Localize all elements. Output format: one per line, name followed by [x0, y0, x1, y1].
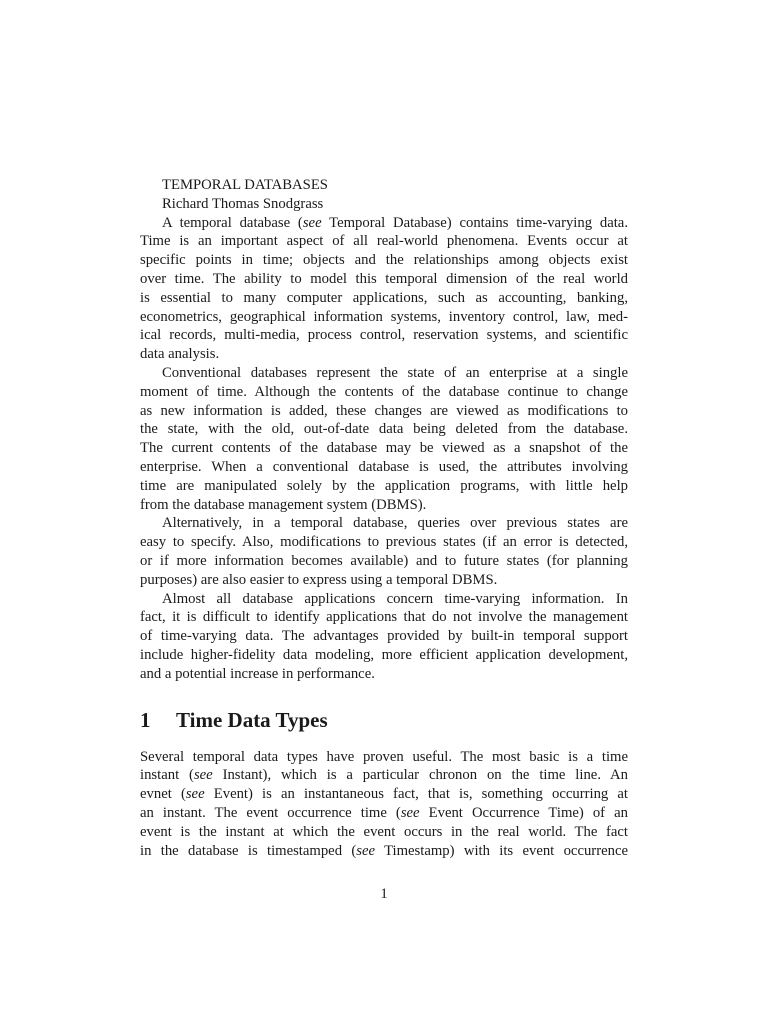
text-segment: evnet (: [140, 786, 186, 803]
text-line: data analysis.: [140, 346, 220, 363]
text-segment: A temporal database (: [162, 214, 303, 231]
text-line: Conventional databases represent the state of an enterprise at a single: [162, 364, 628, 381]
paragraph: [140, 590, 628, 684]
text-line: [140, 766, 628, 785]
section-body: [140, 748, 628, 861]
intro-paragraphs: [140, 214, 628, 684]
text-line: include higher-fidelity data modeling, more efficient application development,: [140, 646, 628, 663]
section-heading: [140, 706, 628, 734]
see-reference: see: [302, 214, 322, 231]
text-line: fact, it is difficult to identify applications that do not involve the management: [140, 609, 628, 626]
text-segment: Temporal Database) contains time-varying data.: [321, 214, 628, 231]
text-line: and a potential increase in performance.: [140, 665, 375, 682]
text-line: Almost all database applications concern time-varying information. In: [162, 590, 628, 607]
text-segment: Event Occurrence Time) of an: [419, 804, 628, 821]
text-line: [140, 214, 628, 233]
text-line: Alternatively, in a temporal database, queries over previous states are: [162, 515, 628, 532]
text-line: [140, 804, 628, 823]
text-segment: Event) is an instantaneous fact, that is, something occurring at: [204, 786, 628, 803]
text-line: moment of time. Although the contents of the database continue to change: [140, 383, 628, 400]
text-line: [140, 842, 628, 861]
paper-title: TEMPORAL DATABASES: [162, 177, 328, 193]
paper-author: Richard Thomas Snodgrass: [162, 195, 324, 212]
text-line: The current contents of the database may be viewed as a snapshot of the: [140, 440, 628, 457]
text-segment: an instant. The event occurrence time (: [140, 804, 401, 821]
text-line: easy to specify. Also, modifications to previous states (if an error is detected,: [140, 534, 628, 551]
text-segment: Instant), which is a particular chronon on the time line. An: [212, 767, 629, 784]
page-number: 1: [380, 886, 388, 902]
text-line: of time-varying data. The advantages provided by built-in temporal support: [140, 628, 628, 645]
text-line: time are manipulated solely by the application programs, with little help: [140, 477, 628, 494]
see-reference: see: [400, 804, 420, 821]
section-number: 1: [140, 707, 151, 732]
text-line: from the database management system (DBMS).: [140, 496, 427, 513]
text-segment: instant (: [140, 767, 194, 784]
text-line: enterprise. When a conventional database is used, the attributes involving: [140, 458, 628, 475]
text-segment: Timestamp) with its event occurrence: [375, 842, 628, 859]
text-line: specific points in time; objects and the relationships among objects exist: [140, 252, 628, 269]
text-line: event is the instant at which the event occurs in the real world. The fact: [140, 823, 628, 840]
text-line: the state, with the old, out-of-date data being deleted from the database.: [140, 421, 628, 438]
text-line: or if more information becomes available) and to future states (for planning: [140, 552, 628, 569]
text-line: Time is an important aspect of all real-world phenomena. Events occur at: [140, 233, 628, 250]
text-line: as new information is added, these changes are viewed as modifications to: [140, 402, 628, 419]
text-line: ical records, multi-media, process control, reservation systems, and scientific: [140, 327, 628, 344]
text-line: is essential to many computer applications, such as accounting, banking,: [140, 289, 628, 306]
paragraph: [140, 514, 628, 589]
section-title: Time Data Types: [176, 707, 328, 732]
see-reference: see: [193, 767, 213, 784]
text-line: Several temporal data types have proven useful. The most basic is a time: [140, 748, 628, 765]
paper-body: [140, 176, 628, 860]
text-line: purposes) are also easier to express using a temporal DBMS.: [140, 571, 498, 588]
text-line: over time. The ability to model this temporal dimension of the real world: [140, 270, 628, 287]
paragraph: [140, 214, 628, 364]
see-reference: see: [185, 786, 205, 803]
paragraph: [140, 364, 628, 514]
text-segment: in the database is timestamped (: [140, 842, 357, 859]
text-line: [140, 785, 628, 804]
see-reference: see: [356, 842, 376, 859]
text-line: econometrics, geographical information systems, inventory control, law, med-: [140, 308, 628, 325]
